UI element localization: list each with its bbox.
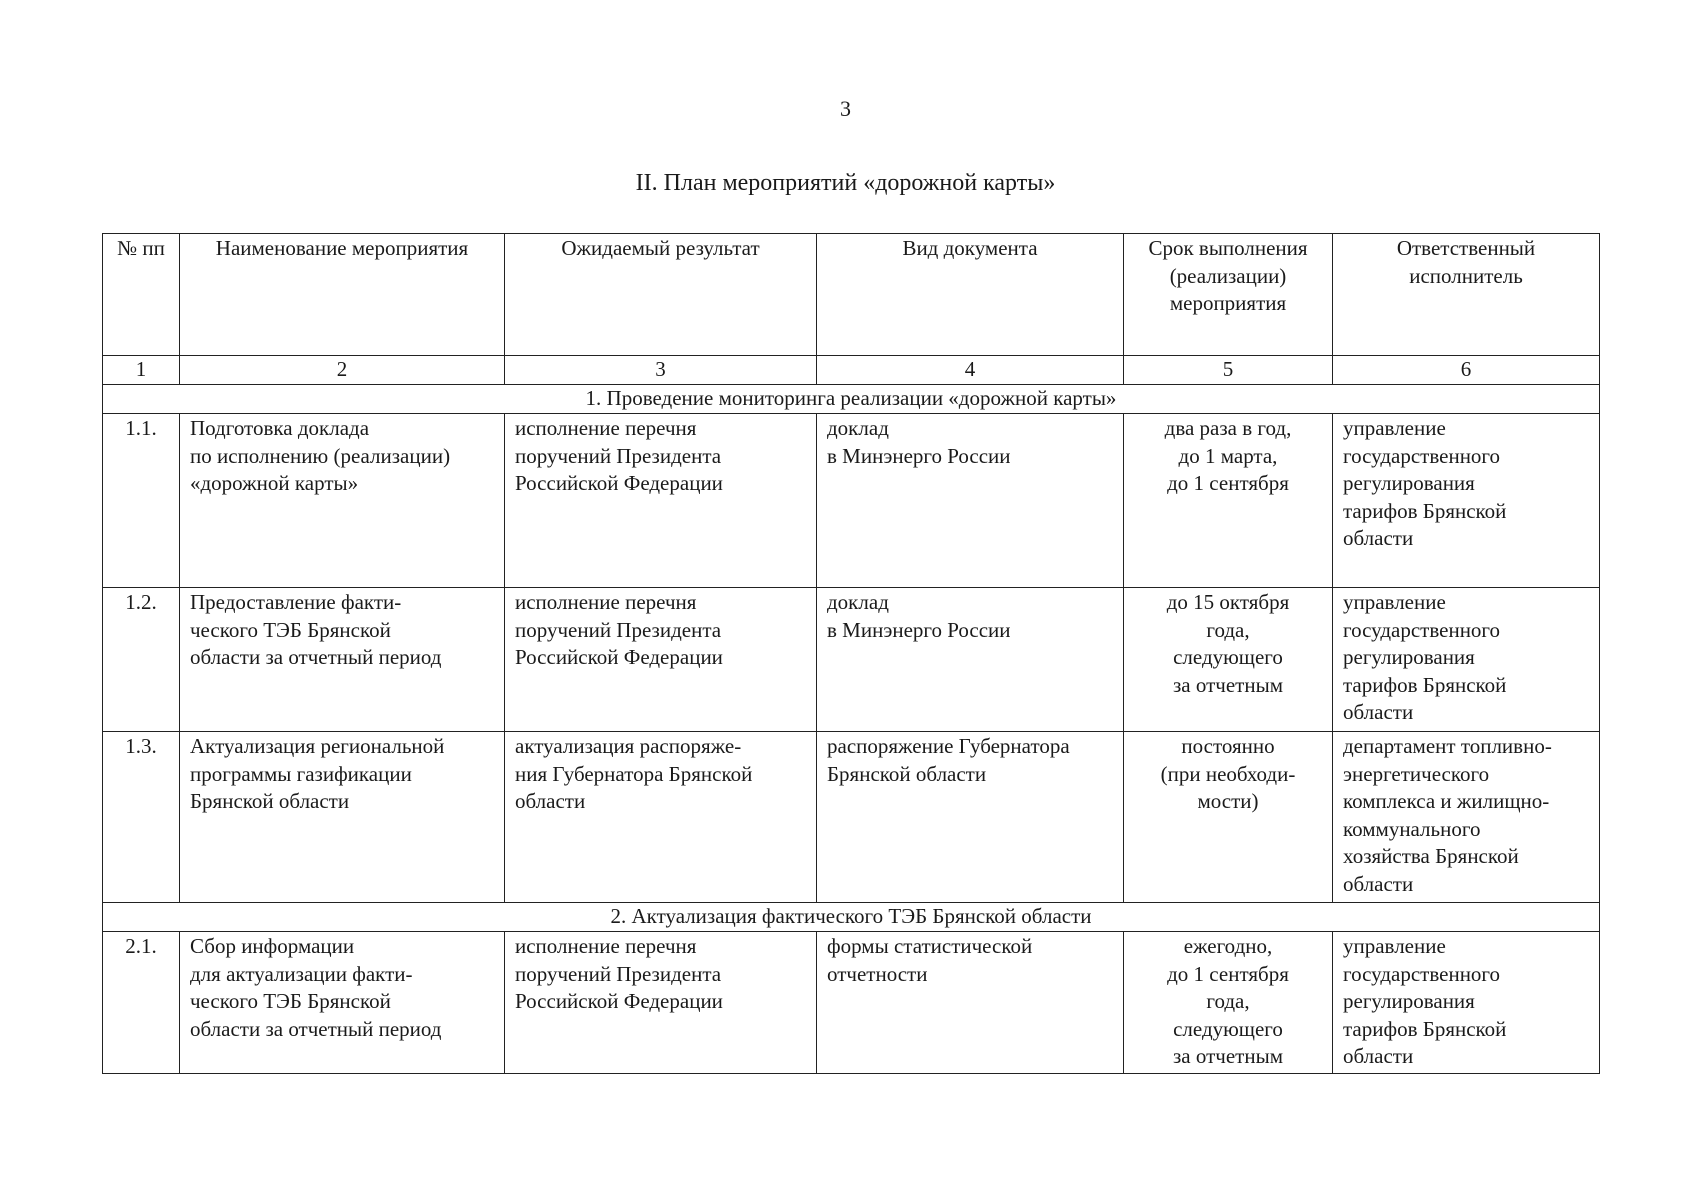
row-number: 1.1. (103, 414, 180, 588)
activity-name: Подготовка доклада по исполнению (реализации) «дорожной карты» (180, 414, 505, 588)
document-type: доклад в Минэнерго России (817, 414, 1124, 588)
page-number: 3 (840, 96, 851, 121)
row-number: 2.1. (103, 932, 180, 1074)
section-title: 2. Актуализация фактического ТЭБ Брянской области (103, 903, 1600, 932)
header-cell-deadline: Срок выполнения (реализации) мероприятия (1124, 234, 1333, 356)
expected-result: исполнение перечня поручений Президента Российской Федерации (505, 414, 817, 588)
table-row (103, 732, 1600, 903)
responsible-executor: управление государственного регулирования тарифов Брянской области (1333, 932, 1600, 1074)
column-number: 4 (817, 356, 1124, 385)
responsible-executor: департамент топливно- энергетического комплекса и жилищно- коммунального хозяйства Брянской области (1333, 732, 1600, 903)
expected-result: исполнение перечня поручений Президента Российской Федерации (505, 932, 817, 1074)
column-number: 3 (505, 356, 817, 385)
section-header-row (103, 385, 1600, 414)
header-cell-doc: Вид документа (817, 234, 1124, 356)
row-number: 1.3. (103, 732, 180, 903)
table-row (103, 588, 1600, 732)
table-row (103, 414, 1600, 588)
responsible-executor: управление государственного регулирования тарифов Брянской области (1333, 588, 1600, 732)
row-number: 1.2. (103, 588, 180, 732)
roadmap-table (102, 233, 1600, 1074)
document-type: формы статистической отчетности (817, 932, 1124, 1074)
table-header-row (103, 234, 1600, 356)
expected-result: актуализация распоряже- ния Губернатора Брянской области (505, 732, 817, 903)
activity-name: Актуализация региональной программы газификации Брянской области (180, 732, 505, 903)
expected-result: исполнение перечня поручений Президента Российской Федерации (505, 588, 817, 732)
table-row (103, 932, 1600, 1074)
responsible-executor: управление государственного регулирования тарифов Брянской области (1333, 414, 1600, 588)
header-cell-num: № пп (103, 234, 180, 356)
document-type: доклад в Минэнерго России (817, 588, 1124, 732)
column-number: 1 (103, 356, 180, 385)
column-numbers-row (103, 356, 1600, 385)
deadline: ежегодно, до 1 сентября года, следующего за отчетным (1124, 932, 1333, 1074)
column-number: 6 (1333, 356, 1600, 385)
deadline: постоянно (при необходи- мости) (1124, 732, 1333, 903)
document-type: распоряжение Губернатора Брянской области (817, 732, 1124, 903)
deadline: до 15 октября года, следующего за отчетным (1124, 588, 1333, 732)
deadline: два раза в год, до 1 марта, до 1 сентября (1124, 414, 1333, 588)
column-number: 2 (180, 356, 505, 385)
header-cell-name: Наименование мероприятия (180, 234, 505, 356)
header-cell-result: Ожидаемый результат (505, 234, 817, 356)
activity-name: Сбор информации для актуализации факти- ческого ТЭБ Брянской области за отчетный период (180, 932, 505, 1074)
header-cell-responsible: Ответственный исполнитель (1333, 234, 1600, 356)
section-title: 1. Проведение мониторинга реализации «дорожной карты» (103, 385, 1600, 414)
document-title: II. План мероприятий «дорожной карты» (635, 170, 1056, 196)
column-number: 5 (1124, 356, 1333, 385)
activity-name: Предоставление факти- ческого ТЭБ Брянской области за отчетный период (180, 588, 505, 732)
section-header-row (103, 903, 1600, 932)
